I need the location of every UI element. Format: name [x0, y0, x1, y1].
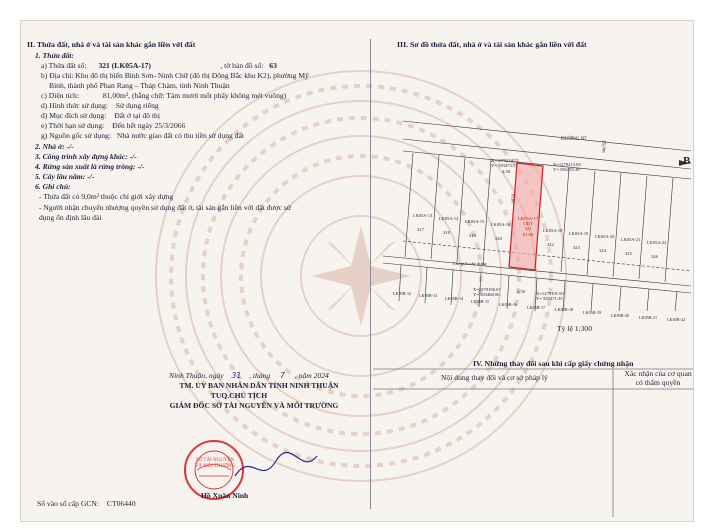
bottom-lot-code: LK05B-14	[445, 296, 464, 301]
area-label: c) Diện tích:	[41, 91, 79, 100]
coord-br-x: X=1279191.93	[536, 291, 564, 296]
purpose: Đất ở tại đô thị	[114, 111, 160, 120]
top-lot-number: 324	[599, 248, 606, 253]
item6: 6. Ghi chú:	[35, 182, 71, 191]
top-lot-number: 319	[469, 233, 476, 238]
width-bottom: 4,50	[517, 289, 526, 294]
date-day: 31	[231, 371, 242, 380]
item3: 3. Công trình xây dựng khác: -/-	[35, 152, 137, 161]
top-lot-code: LK05A-22	[647, 240, 667, 245]
coord-tr-y: Y= 583455.49	[553, 167, 580, 172]
map-sheet-label: , tờ bản đồ số:	[220, 61, 264, 70]
address-row	[41, 71, 309, 82]
address-line2: Bình, thành phố Phan Rang – Tháp Chàm, tỉnh Ninh Thuận	[49, 81, 230, 90]
term: Đến hết ngày 25/3/2066	[112, 121, 186, 130]
bottom-lot-code: LK05B-19	[583, 310, 602, 315]
note2b: dụng ổn định lâu dài	[39, 213, 102, 222]
top-lot-number: 317	[417, 227, 424, 232]
depth: 18,00	[510, 193, 516, 204]
bottom-lot-code: LK05B-13	[419, 293, 438, 298]
term-row	[41, 121, 185, 132]
top-lot-code: LK05A-15	[465, 219, 485, 224]
purpose-label: đ) Mục đích sử dụng:	[41, 111, 107, 120]
top-lot-code: LK05A-20	[595, 234, 615, 239]
certificate-page	[20, 20, 694, 522]
col2-header-line2: có thẩm quyền	[635, 378, 681, 387]
coord-tl-y: Y= 583473.37	[491, 163, 518, 168]
parcel-no-label: a) Thửa đất số:	[41, 61, 87, 70]
road-name: ĐƯỜNG N7	[561, 137, 587, 142]
item2: 2. Nhà ở: -/-	[35, 142, 74, 151]
top-lot-code: LK05A-18	[543, 228, 563, 233]
date-month: 7	[280, 371, 285, 380]
column-divider	[370, 39, 371, 509]
build-line-label: Chỉ giới xây dựng	[453, 261, 487, 266]
subject-no: 321	[524, 226, 532, 232]
coord-tr-x: X=1279215.84	[553, 162, 581, 167]
bottom-lot-code: LK05B-15	[471, 299, 490, 304]
origin-row	[41, 131, 244, 142]
parcel-map	[373, 91, 691, 313]
road-line-mid	[403, 139, 691, 169]
col1-header: Nội dung thay đổi và cơ sở pháp lý	[441, 373, 548, 382]
top-lot-number: 318	[443, 230, 450, 235]
date-line	[169, 371, 329, 382]
coord-tl-x: X=1279214.72	[491, 158, 519, 163]
signer-name: Hồ Xuân Ninh	[201, 491, 249, 500]
area-value: 81,00m², (bằng chữ: Tám mươi mốt phẩy không mét vuông)	[102, 91, 287, 100]
bottom-lot-code: LK05B-16	[499, 302, 518, 307]
section2-title: II. Thửa đất, nhà ở và tài sản khác gắn liền với đất	[27, 40, 196, 49]
col2-header	[619, 369, 694, 387]
use-form: Sử dụng riêng	[115, 101, 159, 110]
map-sheet: 63	[269, 61, 277, 70]
parcel-number-row	[41, 61, 277, 72]
subject-label	[518, 216, 538, 237]
road-width: 15,0m	[600, 139, 606, 153]
bottom-lot-code: LK05B-20	[611, 313, 630, 318]
sign-line1: TM. ỦY BAN NHÂN DÂN TỈNH NINH THUẬN	[179, 381, 339, 390]
section4-title: IV. Những thay đổi sau khi cấp giấy chứng nhận	[473, 359, 634, 368]
stamp-text: SỞ TÀI NGUYÊN VÀ MÔI TRƯỜNG	[194, 458, 236, 469]
bottom-lot-code: LK05B-21	[639, 315, 658, 320]
col2-header-line1: Xác nhận của cơ quan	[624, 369, 692, 378]
registry-label: Số vào sổ cấp GCN:	[37, 499, 100, 508]
note1: - Thửa đất có 9,0m² thuộc chỉ giới xây dựng	[39, 192, 174, 201]
coord-br-y: Y= 583471.35	[536, 296, 563, 301]
term-label: e) Thời hạn sử dụng:	[41, 121, 105, 130]
date-prefix: Ninh Thuận, ngày	[169, 371, 224, 380]
coord-bottom-right	[536, 291, 564, 301]
origin: Nhà nước giao đất có thu tiền sử dụng đất	[116, 131, 245, 140]
item4: 4. Rừng sản xuất là rừng trồng: -/-	[35, 162, 145, 171]
bottom-lot-code: LK05B-18	[555, 307, 574, 312]
use-form-row	[41, 101, 159, 112]
top-lot-number: 323	[573, 245, 580, 250]
coord-bl-x: X=1279196.67	[473, 287, 501, 292]
coord-bottom-left	[473, 287, 501, 297]
address-line1: Khu đô thị biển Bình Sơn- Ninh Chữ (đô thị Đông Bắc khu K2), phường Mỹ	[75, 71, 309, 80]
address-label: b) Địa chỉ:	[41, 71, 74, 80]
bottom-lot-code: LK05B-12	[393, 291, 412, 296]
top-lot-number: 326	[651, 254, 658, 259]
width-top: 4,50	[502, 169, 511, 174]
top-lot-code: LK05A-19	[569, 231, 589, 236]
item1-title: 1. Thửa đất:	[35, 51, 74, 60]
top-lot-code: LK05A-21	[621, 237, 641, 242]
north-label: B	[683, 155, 691, 167]
registry-row	[37, 499, 136, 510]
subject-type: ODT	[523, 221, 533, 227]
top-lot-code: LK05A-16	[491, 222, 511, 227]
section3-title: III. Sơ đồ thửa đất, nhà ở và tài sản khác gắn liền với đất	[397, 40, 587, 49]
area-row	[41, 91, 286, 102]
use-form-label: d) Hình thức sử dụng:	[41, 101, 108, 110]
top-lot-code: LK05A-13	[413, 213, 433, 218]
note2a: - Người nhận chuyển nhượng quyền sử dụng đất ở, tài sản gắn liền với đất được sử	[39, 203, 291, 212]
date-year-label: , năm 2024	[294, 371, 329, 380]
sign-line3: GIÁM ĐỐC SỞ TÀI NGUYÊN VÀ MÔI TRƯỜNG	[169, 401, 339, 410]
road-line-top	[403, 121, 691, 151]
alley-line-bottom	[383, 263, 691, 293]
sign-line2: TUQ.CHỦ TỊCH	[210, 391, 268, 400]
subject-area: 81,00	[522, 231, 534, 237]
bottom-lot-code: LK05B-22	[667, 317, 686, 322]
coord-top-right	[553, 162, 581, 172]
top-lot-number: 325	[625, 251, 632, 256]
purpose-row	[41, 111, 160, 122]
scale-label: Tỷ lệ 1:300	[557, 324, 593, 333]
origin-label: g) Nguồn gốc sử dụng:	[41, 131, 111, 140]
item5: 5. Cây lâu năm: -/-	[35, 172, 95, 181]
top-lot-number: 320	[495, 236, 502, 241]
date-month-label: , tháng	[249, 371, 271, 380]
signature-scribble	[231, 446, 321, 486]
parcel-no: 321 (LK05A-17)	[98, 61, 151, 70]
registry-no: CT06440	[106, 499, 136, 508]
coord-bl-y: Y= 583468.06	[473, 292, 500, 297]
changes-table-grid	[373, 367, 693, 517]
top-lot-code: LK05A-14	[439, 216, 459, 221]
bottom-lot-code: LK05B-17	[527, 305, 546, 310]
subject-code: LK05A-17	[518, 216, 539, 221]
top-lot-number: 322	[547, 242, 554, 247]
road-line-bottom	[403, 151, 691, 179]
